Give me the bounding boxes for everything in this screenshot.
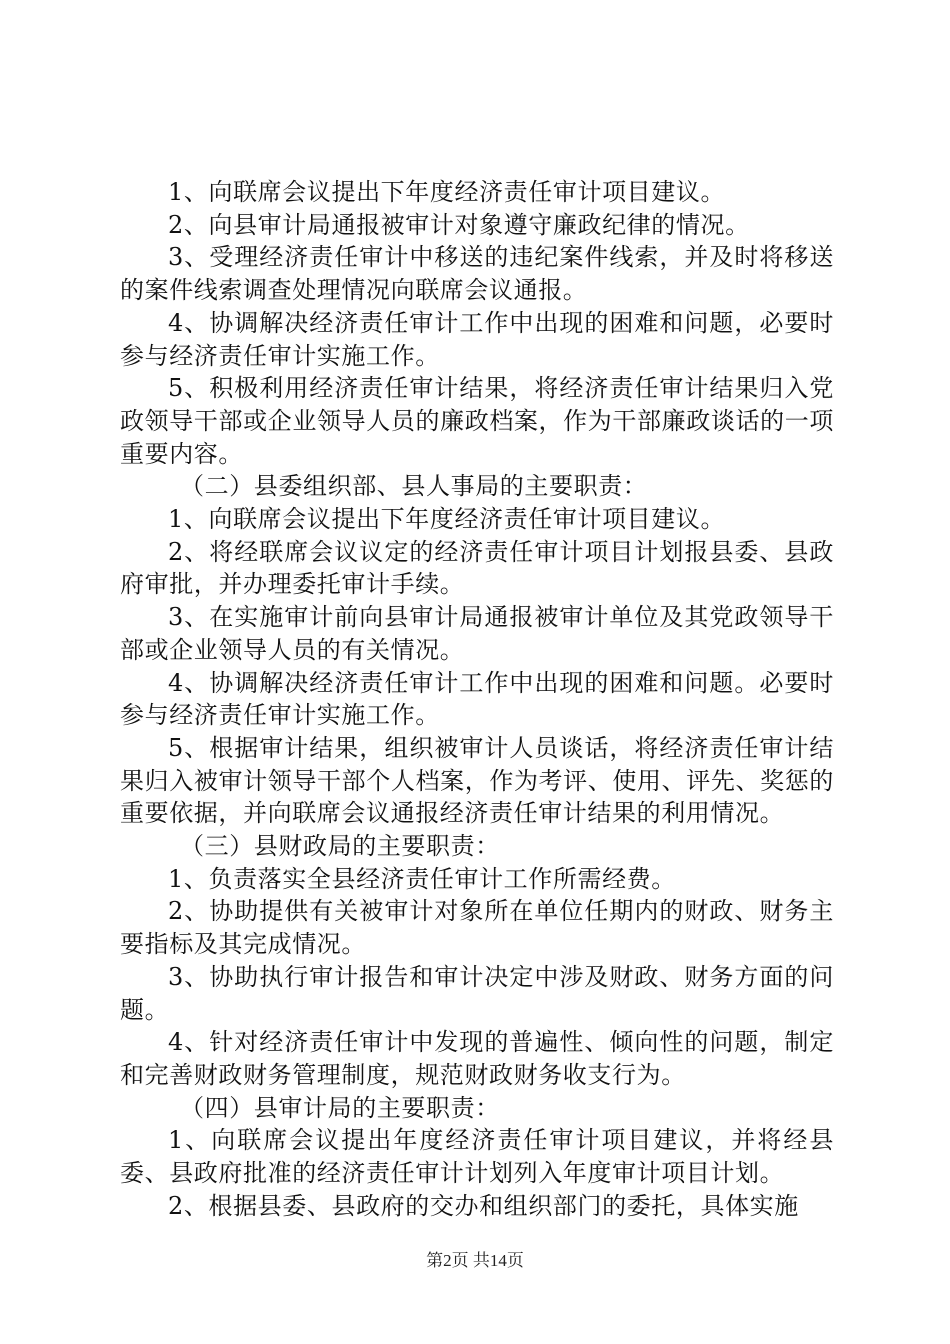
- paragraph-10: 5、根据审计结果，组织被审计人员谈话，将经济责任审计结果归入被审计领导干部个人档案，作为考评、使用、评先、奖惩的重要依据，并向联席会议通报经济责任审计结果的利用情况。: [120, 733, 834, 828]
- paragraph-7: 2、将经联席会议议定的经济责任审计项目计划报县委、县政府审批，并办理委托审计手续。: [120, 537, 834, 599]
- paragraph-3: 3、受理经济责任审计中移送的违纪案件线索，并及时将移送的案件线索调查处理情况向联席会议通报。: [120, 243, 834, 305]
- paragraph-2: 2、向县审计局通报被审计对象遵守廉政纪律的情况。: [168, 210, 750, 239]
- section-heading-3: （三）县财政局的主要职责：: [180, 832, 500, 861]
- paragraph-14: 4、针对经济责任审计中发现的普遍性、倾向性的问题，制定和完善财政财务管理制度，规范财政财务收支行为。: [120, 1028, 834, 1089]
- paragraph-4: 4、协调解决经济责任审计工作中出现的困难和问题，必要时参与经济责任审计实施工作。: [120, 308, 834, 370]
- paragraph-13: 3、协助执行审计报告和审计决定中涉及财政、财务方面的问题。: [120, 962, 834, 1024]
- paragraph-6: 1、向联席会议提出下年度经济责任审计项目建议。: [168, 505, 726, 534]
- paragraph-9: 4、协调解决经济责任审计工作中出现的困难和问题。必要时参与经济责任审计实施工作。: [120, 668, 834, 730]
- document-body: [120, 176, 834, 1223]
- paragraph-15: 1、向联席会议提出年度经济责任审计项目建议，并将经县委、县政府批准的经济责任审计计划列入年度审计项目计划。: [120, 1126, 834, 1188]
- paragraph-11: 1、负责落实全县经济责任审计工作所需经费。: [168, 864, 676, 893]
- paragraph-12: 2、协助提供有关被审计对象所在单位任期内的财政、财务主要指标及其完成情况。: [120, 897, 834, 959]
- section-heading-2: （二）县委组织部、县人事局的主要职责：: [180, 472, 648, 501]
- paragraph-8: 3、在实施审计前向县审计局通报被审计单位及其党政领导干部或企业领导人员的有关情况。: [120, 603, 834, 664]
- section-heading-4: （四）县审计局的主要职责：: [180, 1093, 500, 1122]
- paragraph-16: 2、根据县委、县政府的交办和组织部门的委托，具体实施: [168, 1191, 799, 1220]
- page-number-footer: 第2页 共14页: [426, 1251, 524, 1270]
- paragraph-1: 1、向联席会议提出下年度经济责任审计项目建议。: [168, 178, 726, 206]
- paragraph-5: 5、积极利用经济责任审计结果，将经济责任审计结果归入党政领导干部或企业领导人员的廉政档案，作为干部廉政谈话的一项重要内容。: [120, 374, 834, 468]
